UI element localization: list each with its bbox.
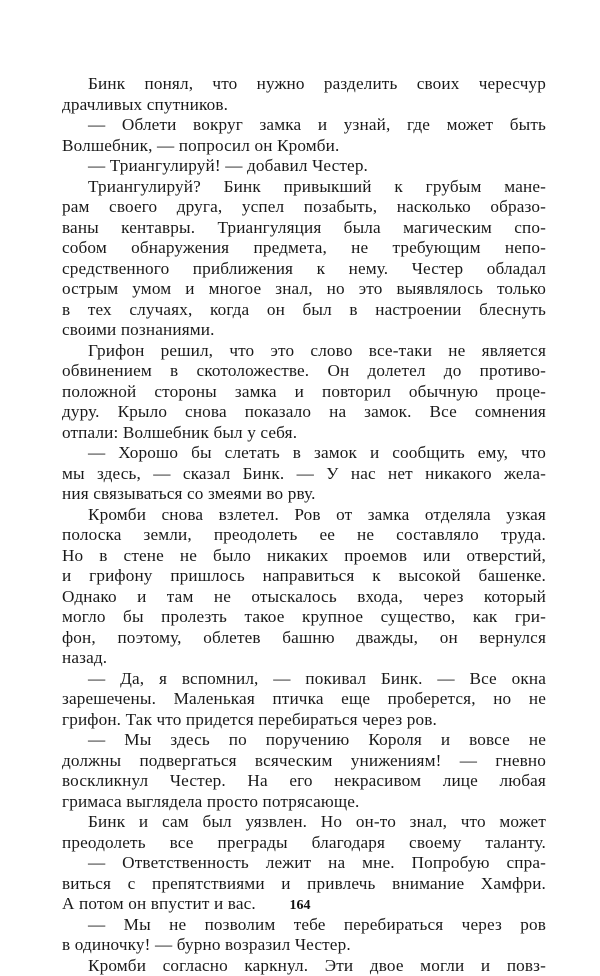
page-number: 164 (0, 898, 600, 914)
text-line: Грифон решил, что это слово все-таки не является (62, 341, 546, 362)
text-line: Бинк понял, что нужно разделить своих чересчур (62, 74, 546, 95)
text-line: зарешечены. Маленькая птичка еще проберется, но не (62, 689, 546, 710)
text-line: воскликнул Честер. На его некрасивом лице любая (62, 771, 546, 792)
text-line: мы здесь, — сказал Бинк. — У нас нет никакого жела- (62, 464, 546, 485)
text-line: — Хорошо бы слетать в замок и сообщить ему, что (62, 443, 546, 464)
text-line: могло бы пролезть такое крупное существо, как гри- (62, 607, 546, 628)
text-line: драчливых спутников. (62, 95, 546, 116)
text-line: Триангулируй? Бинк привыкший к грубым мане- (62, 177, 546, 198)
text-line: Кромби снова взлетел. Ров от замка отделяла узкая (62, 505, 546, 526)
text-line: грифон. Так что придется перебираться через ров. (62, 710, 546, 731)
text-line: Однако и там не отыскалось входа, через который (62, 587, 546, 608)
text-line: А потом он впустит и вас. (62, 894, 546, 915)
text-line: должны подвергаться всяческим унижениям! — гневно (62, 751, 546, 772)
text-line: фон, поэтому, облетев башню дважды, он вернулся (62, 628, 546, 649)
text-line: Бинк и сам был уязвлен. Но он-то знал, что может (62, 812, 546, 833)
text-line: Кромби согласно каркнул. Эти двое могли и повз- (62, 956, 546, 976)
text-line: — Ответственность лежит на мне. Попробую спра- (62, 853, 546, 874)
text-line: в одиночку! — бурно возразил Честер. (62, 935, 546, 956)
text-line: гримаса выглядела просто потрясающе. (62, 792, 546, 813)
text-line: — Облети вокруг замка и узнай, где может быть (62, 115, 546, 136)
text-line: и грифону пришлось направиться к высокой башенке. (62, 566, 546, 587)
text-line: — Триангулируй! — добавил Честер. (62, 156, 546, 177)
text-line: положной стороны замка и повторил обычную проце- (62, 382, 546, 403)
text-line: отпали: Волшебник был у себя. (62, 423, 546, 444)
text-line: — Да, я вспомнил, — покивал Бинк. — Все окна (62, 669, 546, 690)
text-line: обвинением в скотоложестве. Он долетел до противо- (62, 361, 546, 382)
text-line: дуру. Крыло снова показало на замок. Все сомнения (62, 402, 546, 423)
text-line: — Мы не позволим тебе перебираться через ров (62, 915, 546, 936)
text-line: средственного приближения к нему. Честер обладал (62, 259, 546, 280)
page-body-text (62, 74, 546, 976)
text-line: собом обнаружения предмета, не требующим непо- (62, 238, 546, 259)
text-line: виться с препятствиями и привлечь внимание Хамфри. (62, 874, 546, 895)
text-line: Но в стене не было никаких проемов или отверстий, (62, 546, 546, 567)
text-line: преодолеть все преграды благодаря своему таланту. (62, 833, 546, 854)
text-line: в тех случаях, когда он был в настроении блеснуть (62, 300, 546, 321)
text-line: своими познаниями. (62, 320, 546, 341)
text-line: ния связываться со змеями во рву. (62, 484, 546, 505)
text-line: ваны кентавры. Триангуляция была магическим спо- (62, 218, 546, 239)
text-line: Волшебник, — попросил он Кромби. (62, 136, 546, 157)
text-line: — Мы здесь по поручению Короля и вовсе не (62, 730, 546, 751)
text-line: полоска земли, преодолеть ее не составляло труда. (62, 525, 546, 546)
text-line: острым умом и многое знал, но это выявлялось только (62, 279, 546, 300)
text-line: назад. (62, 648, 546, 669)
text-line: рам своего друга, успел позабыть, насколько образо- (62, 197, 546, 218)
